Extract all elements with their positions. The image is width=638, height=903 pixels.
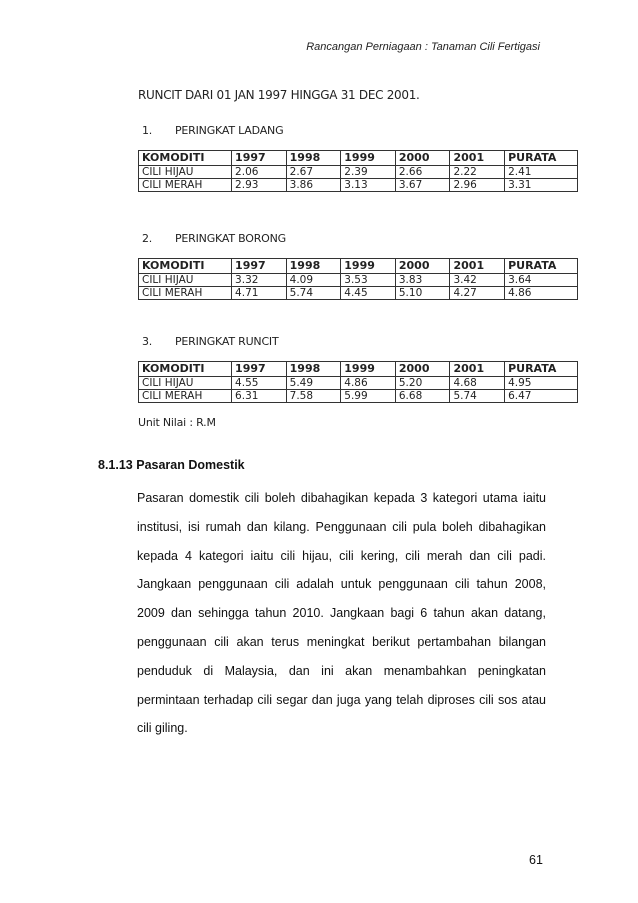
table-cell: 5.10 — [395, 287, 450, 300]
col-header: 1998 — [286, 151, 341, 166]
table-cell: 6.68 — [395, 390, 450, 403]
table-row — [139, 166, 578, 179]
table-cell: 7.58 — [286, 390, 341, 403]
scan-title: RUNCIT DARI 01 JAN 1997 HINGGA 31 DEC 2001. — [138, 88, 420, 102]
section-ladang — [138, 124, 578, 192]
table-cell: 5.74 — [286, 287, 341, 300]
unit-note: Unit Nilai : R.M — [138, 416, 216, 429]
table-cell: 5.49 — [286, 377, 341, 390]
col-header: 1997 — [232, 259, 287, 274]
table-cell: 3.31 — [505, 179, 578, 192]
col-header: 1998 — [286, 259, 341, 274]
table-cell: 4.27 — [450, 287, 505, 300]
table-cell: 4.09 — [286, 274, 341, 287]
price-table-ladang — [138, 150, 578, 192]
table-cell: 2.41 — [505, 166, 578, 179]
price-tables-scan — [138, 88, 578, 429]
table-cell: 4.71 — [232, 287, 287, 300]
col-header: PURATA — [505, 362, 578, 377]
col-header: KOMODITI — [139, 259, 232, 274]
table-cell: 6.31 — [232, 390, 287, 403]
section-label: PERINGKAT RUNCIT — [175, 335, 279, 348]
section-borong — [138, 232, 578, 300]
table-cell: 6.47 — [505, 390, 578, 403]
col-header: KOMODITI — [139, 362, 232, 377]
section-label: PERINGKAT BORONG — [175, 232, 286, 245]
table-cell: CILI MERAH — [139, 287, 232, 300]
table-cell: 2.06 — [232, 166, 287, 179]
table-cell: 4.68 — [450, 377, 505, 390]
section-heading — [142, 335, 578, 348]
col-header: 2001 — [450, 151, 505, 166]
section-heading-pasaran: 8.1.13 Pasaran Domestik — [98, 458, 245, 472]
table-cell: 4.95 — [505, 377, 578, 390]
table-header-row — [139, 151, 578, 166]
col-header: 2000 — [395, 259, 450, 274]
table-cell: CILI MERAH — [139, 390, 232, 403]
table-cell: 2.93 — [232, 179, 287, 192]
col-header: 2000 — [395, 151, 450, 166]
table-header-row — [139, 259, 578, 274]
table-cell: 2.67 — [286, 166, 341, 179]
table-cell: 3.13 — [341, 179, 396, 192]
table-cell: 3.83 — [395, 274, 450, 287]
table-row — [139, 274, 578, 287]
col-header: 2001 — [450, 259, 505, 274]
col-header: 1999 — [341, 151, 396, 166]
table-cell: 4.55 — [232, 377, 287, 390]
col-header: 1998 — [286, 362, 341, 377]
table-cell: 3.42 — [450, 274, 505, 287]
table-cell: 4.86 — [341, 377, 396, 390]
section-number: 3. — [142, 335, 153, 348]
table-cell: 4.45 — [341, 287, 396, 300]
price-table-borong — [138, 258, 578, 300]
section-heading — [142, 232, 578, 245]
col-header: KOMODITI — [139, 151, 232, 166]
price-table-runcit — [138, 361, 578, 403]
table-header-row — [139, 362, 578, 377]
table-cell: 3.32 — [232, 274, 287, 287]
table-cell: 5.74 — [450, 390, 505, 403]
table-cell: 5.99 — [341, 390, 396, 403]
table-cell: 2.96 — [450, 179, 505, 192]
table-cell: 2.39 — [341, 166, 396, 179]
table-row — [139, 287, 578, 300]
table-cell: 3.67 — [395, 179, 450, 192]
col-header: 1997 — [232, 151, 287, 166]
table-cell: 3.53 — [341, 274, 396, 287]
table-cell: CILI HIJAU — [139, 166, 232, 179]
table-row — [139, 377, 578, 390]
col-header: PURATA — [505, 151, 578, 166]
col-header: 1997 — [232, 362, 287, 377]
table-cell: 2.66 — [395, 166, 450, 179]
table-cell: CILI HIJAU — [139, 377, 232, 390]
table-cell: 2.22 — [450, 166, 505, 179]
table-cell: 5.20 — [395, 377, 450, 390]
table-row — [139, 390, 578, 403]
section-runcit — [138, 335, 578, 403]
col-header: 1999 — [341, 259, 396, 274]
col-header: 2000 — [395, 362, 450, 377]
col-header: 1999 — [341, 362, 396, 377]
table-cell: 3.64 — [505, 274, 578, 287]
section-label: PERINGKAT LADANG — [175, 124, 284, 137]
body-paragraph: Pasaran domestik cili boleh dibahagikan kepada 3 kategori utama iaitu institusi, isi rumah dan kilang. Penggunaan cili pula boleh dibahagikan kepada 4 kategori iaitu cili hijau, cili kering, cili merah dan cili padi. Jangkaan penggunaan cili adalah untuk penggunaan cili tahun 2008, 2009 dan sehingga tahun 2010. Jangkaan bagi 6 tahun akan datang, penggunaan cili akan terus meningkat berikut pertambahan bilangan penduduk di Malaysia, dan ini akan menambahkan peningkatan permintaan terhadap cili segar dan juga yang telah diproses cili sos atau cili giling. — [137, 491, 546, 736]
section-heading — [142, 124, 578, 137]
section-number: 2. — [142, 232, 153, 245]
table-cell: 3.86 — [286, 179, 341, 192]
col-header: PURATA — [505, 259, 578, 274]
table-cell: 4.86 — [505, 287, 578, 300]
table-cell: CILI HIJAU — [139, 274, 232, 287]
page-number: 61 — [529, 853, 543, 867]
table-cell: CILI MERAH — [139, 179, 232, 192]
table-row — [139, 179, 578, 192]
col-header: 2001 — [450, 362, 505, 377]
section-number: 1. — [142, 124, 153, 137]
running-header: Rancangan Perniagaan : Tanaman Cili Fertigasi — [306, 41, 540, 53]
